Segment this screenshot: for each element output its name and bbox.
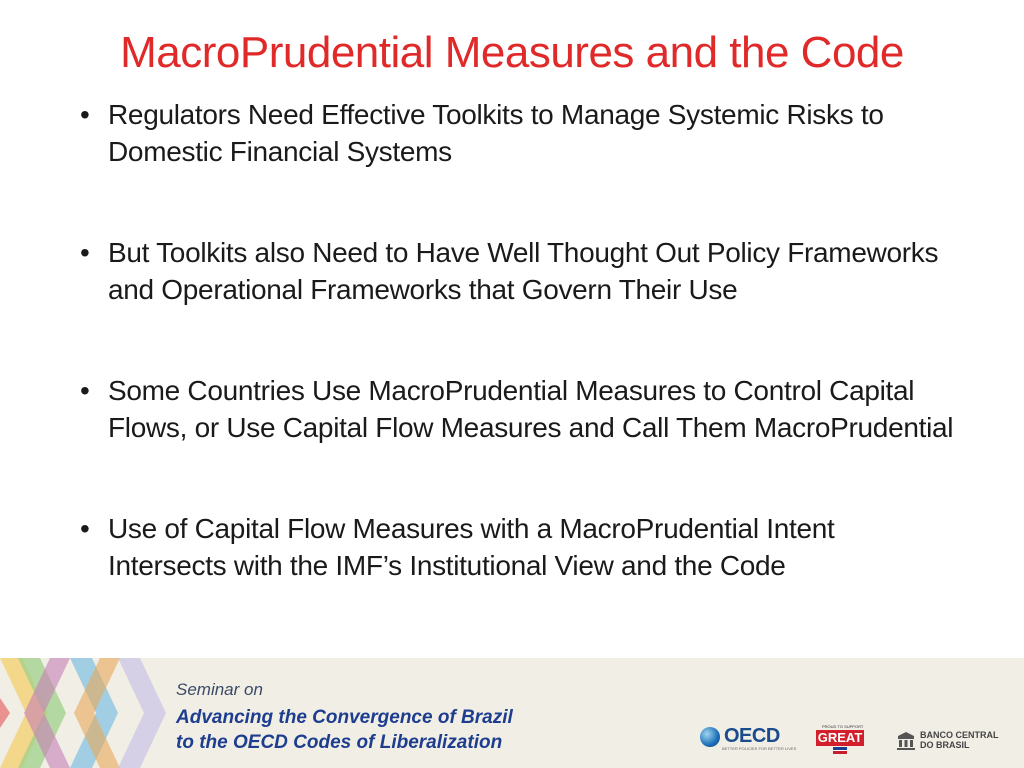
bullet-dot: • (80, 375, 90, 406)
slide-title: MacroPrudential Measures and the Code (120, 28, 904, 77)
bullet-text: Regulators Need Effective Toolkits to Manage Systemic Risks to Domestic Financial Systems (108, 99, 884, 167)
bullet-text: But Toolkits also Need to Have Well Thought Out Policy Frameworks and Operational Frameworks that Govern Their Use (108, 237, 939, 305)
banco-central-do-brasil-logo (896, 730, 1006, 754)
bullet-dot: • (80, 237, 90, 268)
great-logo-text: GREAT (817, 730, 863, 745)
bullet-dot: • (80, 99, 90, 130)
bullet-text: Some Countries Use MacroPrudential Measures to Control Capital Flows, or Use Capital Flow Measures and Call Them MacroPrudential (108, 375, 954, 443)
bullet-text: Use of Capital Flow Measures with a MacroPrudential Intent Intersects with the IMF’s Institutional View and the Code (108, 513, 835, 581)
seminar-title-line-1: Advancing the Convergence of Brazil (176, 707, 513, 728)
bullet-item (78, 372, 958, 446)
oecd-tagline: BETTER POLICIES FOR BETTER LIVES (722, 746, 797, 751)
seminar-footer-banner (0, 658, 1024, 768)
union-flag-icon (833, 747, 847, 754)
bullet-item (78, 234, 958, 308)
great-logo-tagline: PROUD TO SUPPORT (822, 724, 864, 729)
oecd-logo (700, 725, 797, 751)
bullet-item (78, 510, 958, 584)
bullet-item (78, 96, 958, 170)
oecd-logo-text: OECD (724, 725, 780, 747)
decorative-ribbons-graphic (0, 658, 170, 768)
bcb-logo-line-1: BANCO CENTRAL (920, 730, 999, 740)
banco-central-mark-icon (896, 730, 916, 750)
oecd-globe-icon (700, 727, 720, 747)
bullet-list (78, 96, 958, 584)
bcb-logo-line-2: DO BRASIL (920, 740, 970, 750)
great-britain-logo (816, 724, 866, 754)
seminar-title-line-2: to the OECD Codes of Liberalization (176, 732, 503, 753)
bullet-dot: • (80, 513, 90, 544)
seminar-label: Seminar on (176, 680, 263, 699)
